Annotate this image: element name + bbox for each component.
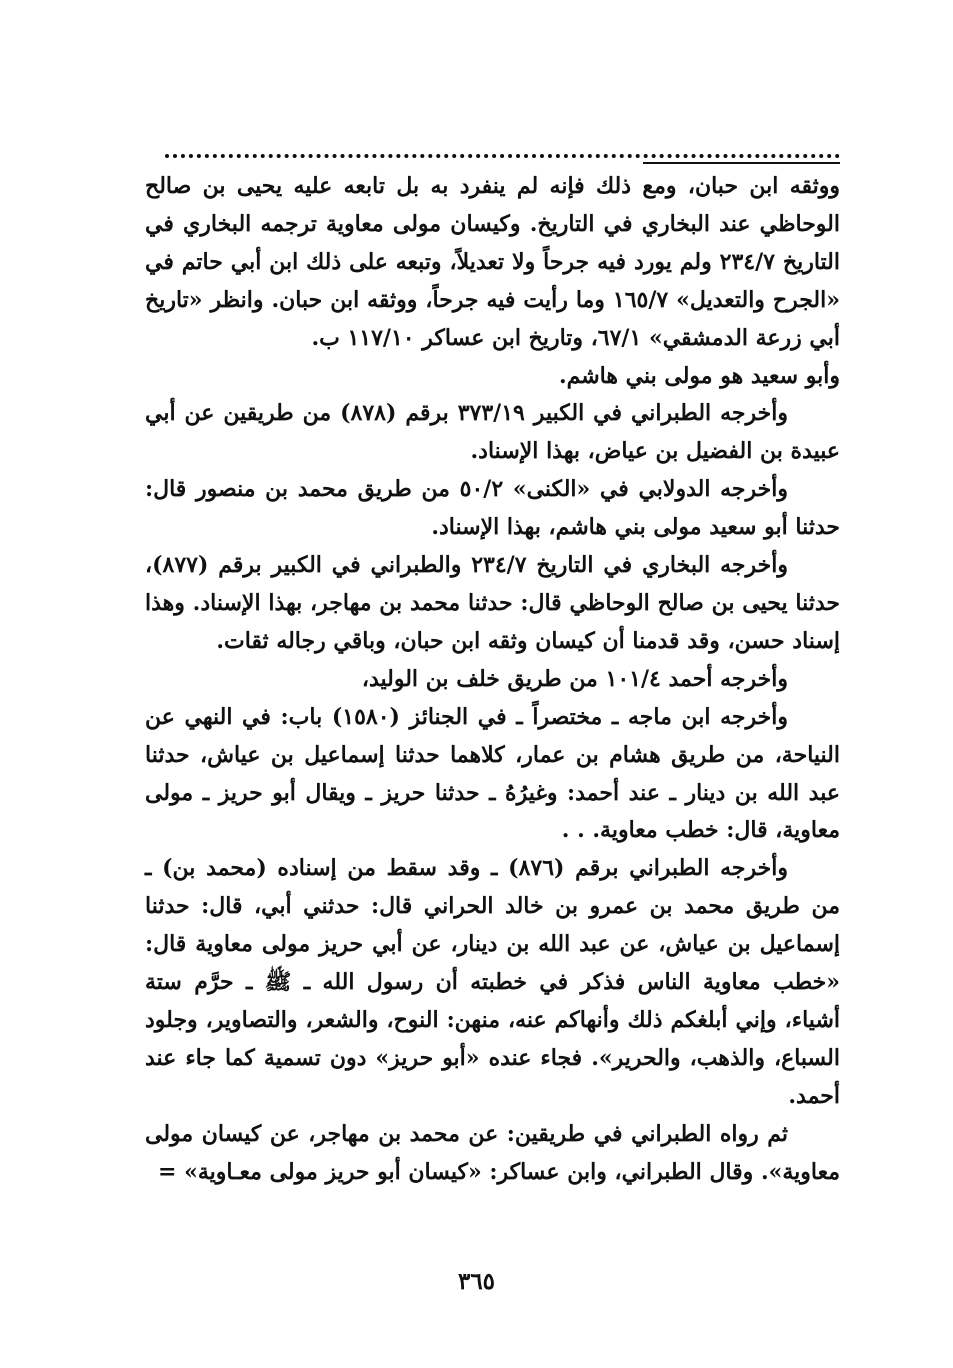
paragraph: وأبو سعيد هو مولى بني هاشم. <box>558 362 840 389</box>
paragraph: ثم رواه الطبراني في طريقين: عن محمد بن مهاجر، عن كيسان مولى معاوية». وقال الطبراني، وابن عساكر: «كيسان أبو حريز مولى معـاوية» = <box>145 1120 840 1185</box>
paragraph: وأخرجه الطبراني برقم (٨٧٦) ـ وقد سقط من إسناده (محمد بن) ـ من طريق محمد بن عمرو بن خالد الحراني قال: حدثني أبي، قال: حدثنا إسماعيل بن عياش، عن عبد الله بن دينار، عن أبي حريز مولى معاوية قال: «خطب معاوية الناس فذكر في خطبته أن رسول الله ـ ﷺ ـ حرَّم ستة أشياء، وإني أبلغكم ذلك وأنهاكم عنه، منهن: النوح، والشعر، والتصاوير، وجلود السباع، والذهب، والحرير». فجاء عنده «أبو حريز» دون تسمية كما جاء عند أحمد. <box>145 855 840 1109</box>
paragraph: وأخرجه أحمد ١٠١/٤ من طريق خلف بن الوليد، <box>361 665 788 692</box>
page-number: ٣٦٥ <box>457 1268 496 1295</box>
paragraph: وأخرجه ابن ماجه ـ مختصراً ـ في الجنائز (١٥٨٠) باب: في النهي عن النياحة، من طريق هشام بن عمار، كلاهما حدثنا إسماعيل بن عياش، حدثنا عبد الله بن دينار ـ عند أحمد: وغيرُهُ ـ حدثنا حريز ـ ويقال أبو حريز ـ مولى معاوية، قال: خطب معاوية. . . <box>145 703 840 844</box>
footnote-rule <box>643 162 840 164</box>
footnote-text <box>145 168 840 1191</box>
paragraph: وأخرجه الطبراني في الكبير ٣٧٣/١٩ برقم (٨٧٨) من طريقين عن أبي عبيدة بن الفضيل بن عياض، بهذا الإسناد. <box>145 400 840 465</box>
footnote-dotted-separator <box>165 140 840 158</box>
paragraph: ووثقه ابن حبان، ومع ذلك فإنه لم ينفرد به بل تابعه عليه يحيى بن صالح الوحاظي عند البخاري في التاريخ. وكيسان مولى معاوية ترجمه البخاري في التاريخ ٢٣٤/٧ ولم يورد فيه جرحاً ولا تعديلاً، وتبعه على ذلك ابن أبي حاتم في «الجرح والتعديل» ١٦٥/٧ وما رأيت فيه جرحاً، ووثقه ابن حبان. وانظر «تاريخ أبي زرعة الدمشقي» ٦٧/١، وتاريخ ابن عساكر ١١٧/١٠ ب. <box>145 173 840 351</box>
paragraph: وأخرجه الدولابي في «الكنى» ٥٠/٢ من طريق محمد بن منصور قال: حدثنا أبو سعيد مولى بني هاشم، بهذا الإسناد. <box>145 476 840 541</box>
paragraph: وأخرجه البخاري في التاريخ ٢٣٤/٧ والطبراني في الكبير برقم (٨٧٧)، حدثنا يحيى بن صالح الوحاظي قال: حدثنا محمد بن مهاجر، بهذا الإسناد. وهذا إسناد حسن، وقد قدمنا أن كيسان وثقه ابن حبان، وباقي رجاله ثقات. <box>145 552 840 654</box>
